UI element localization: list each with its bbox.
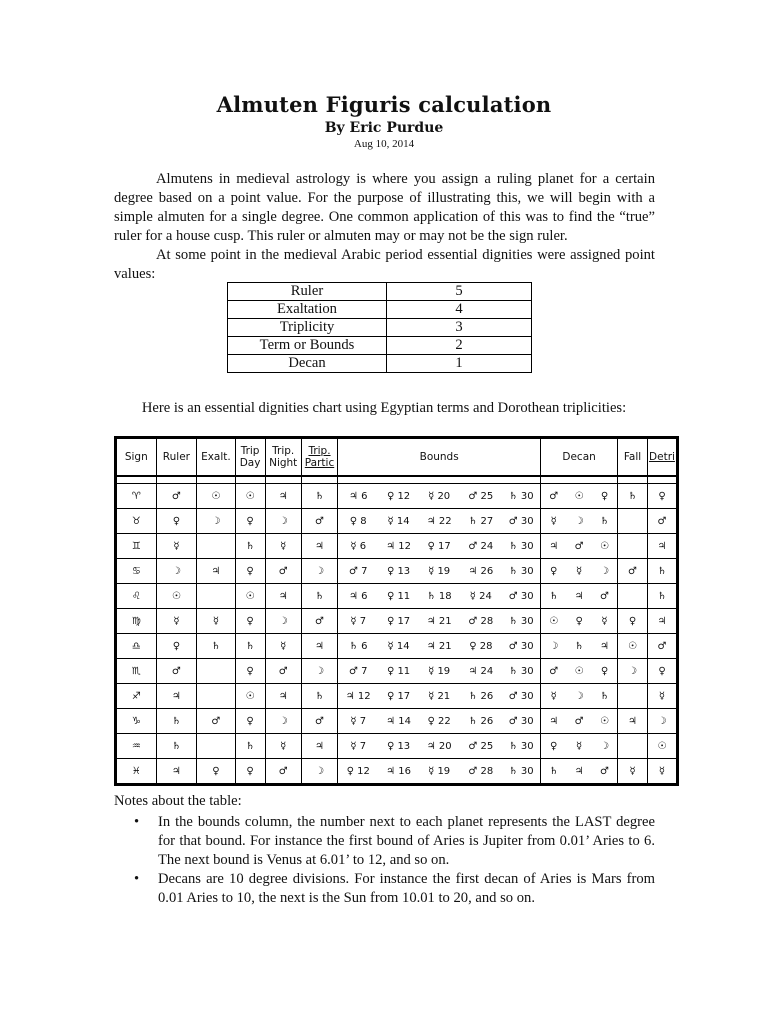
- bound-cell: ♀ 8: [338, 509, 379, 534]
- bound-cell: ♄ 26: [459, 684, 502, 709]
- bound-cell: ♃ 12: [338, 684, 379, 709]
- fall-cell: ♄: [618, 484, 648, 509]
- decan-cell: ☽: [566, 684, 592, 709]
- dignity-points: 4: [387, 301, 532, 319]
- spacer-cell: [338, 476, 379, 484]
- decan-cell: ♂: [541, 659, 567, 684]
- detriment-cell: ♀: [647, 659, 677, 684]
- bound-cell: ☿ 7: [338, 709, 379, 734]
- bound-cell: ♂ 30: [502, 709, 540, 734]
- table-row: [228, 283, 532, 301]
- bound-cell: ♃ 12: [378, 534, 419, 559]
- trip-night-cell: ☽: [265, 709, 301, 734]
- dignity-points: 1: [387, 355, 532, 373]
- trip-night-cell: ☿: [265, 634, 301, 659]
- trip-day-cell: ☉: [235, 484, 265, 509]
- fall-cell: ☉: [618, 634, 648, 659]
- trip-night-cell: ☽: [265, 509, 301, 534]
- table-row: [116, 609, 678, 634]
- bound-cell: ♀ 17: [378, 609, 419, 634]
- bound-cell: ♃ 22: [419, 509, 460, 534]
- table-row: [228, 337, 532, 355]
- table-row: [116, 634, 678, 659]
- decan-cell: ☽: [592, 559, 618, 584]
- bound-cell: ☿ 7: [338, 609, 379, 634]
- decan-cell: ☿: [541, 684, 567, 709]
- exaltation-cell: [197, 684, 235, 709]
- table-row: [116, 559, 678, 584]
- decan-cell: ♀: [541, 734, 567, 759]
- table-row: [116, 659, 678, 684]
- ruler-cell: ♀: [156, 509, 197, 534]
- table-row: [228, 301, 532, 319]
- sign-cell: ♊: [116, 534, 157, 559]
- bound-cell: ♂ 28: [459, 609, 502, 634]
- spacer-cell: [459, 476, 502, 484]
- essential-dignities-table: [114, 436, 679, 786]
- exaltation-cell: [197, 659, 235, 684]
- exaltation-cell: ♀: [197, 759, 235, 785]
- header-ruler: Ruler: [156, 438, 197, 477]
- exaltation-cell: ☽: [197, 509, 235, 534]
- detriment-cell: ♂: [647, 509, 677, 534]
- notes-heading: Notes about the table:: [114, 793, 242, 809]
- bound-cell: ♂ 25: [459, 484, 502, 509]
- spacer-cell: [419, 476, 460, 484]
- bound-cell: ♀ 22: [419, 709, 460, 734]
- ruler-cell: ♂: [156, 659, 197, 684]
- bound-cell: ♄ 30: [502, 484, 540, 509]
- detriment-cell: ☉: [647, 734, 677, 759]
- header-exalt: Exalt.: [197, 438, 235, 477]
- decan-cell: ☽: [566, 509, 592, 534]
- sign-cell: ♍: [116, 609, 157, 634]
- bound-cell: ♀ 13: [378, 734, 419, 759]
- trip-night-cell: ♃: [265, 684, 301, 709]
- decan-cell: ♂: [592, 759, 618, 785]
- trip-day-cell: ♀: [235, 609, 265, 634]
- bound-cell: ☿ 21: [419, 684, 460, 709]
- fall-cell: ♀: [618, 609, 648, 634]
- table-row: [116, 709, 678, 734]
- table-header-row: [116, 438, 678, 477]
- exaltation-cell: [197, 734, 235, 759]
- decan-cell: ♄: [566, 634, 592, 659]
- trip-partic-cell: ☽: [301, 659, 337, 684]
- bound-cell: ♀ 17: [378, 684, 419, 709]
- trip-day-cell: ♄: [235, 534, 265, 559]
- fall-cell: [618, 534, 648, 559]
- dignity-label: Triplicity: [228, 319, 387, 337]
- spacer-cell: [378, 476, 419, 484]
- spacer-cell: [618, 476, 648, 484]
- ruler-cell: ♄: [156, 709, 197, 734]
- trip-night-cell: ☿: [265, 534, 301, 559]
- dignity-points: 3: [387, 319, 532, 337]
- fall-cell: [618, 734, 648, 759]
- decan-cell: ☿: [566, 734, 592, 759]
- trip-day-cell: ☉: [235, 584, 265, 609]
- bound-cell: ♀ 13: [378, 559, 419, 584]
- bound-cell: ♃ 6: [338, 584, 379, 609]
- bound-cell: ☿ 19: [419, 559, 460, 584]
- bound-cell: ♀ 17: [419, 534, 460, 559]
- decan-cell: ☉: [541, 609, 567, 634]
- trip-day-cell: ♀: [235, 709, 265, 734]
- exaltation-cell: ♄: [197, 634, 235, 659]
- spacer-cell: [647, 476, 677, 484]
- detriment-cell: ♀: [647, 484, 677, 509]
- header-trip-day: Trip Day: [235, 438, 265, 477]
- bound-cell: ♄ 26: [459, 709, 502, 734]
- bound-cell: ♂ 24: [459, 534, 502, 559]
- sign-cell: ♐: [116, 684, 157, 709]
- decan-cell: ♄: [549, 765, 559, 777]
- exaltation-cell: ♂: [197, 709, 235, 734]
- table-row: [228, 355, 532, 373]
- spacer-cell: [197, 476, 235, 484]
- bound-cell: ☿ 19: [419, 659, 460, 684]
- trip-partic-cell: ♄: [301, 684, 337, 709]
- bound-cell: ♄ 30: [502, 659, 540, 684]
- ruler-cell: ♄: [156, 734, 197, 759]
- decan-cell: ☿: [566, 559, 592, 584]
- table-row: [116, 584, 678, 609]
- header-bounds: Bounds: [338, 438, 541, 477]
- detriment-cell: ☿: [658, 765, 666, 777]
- dignity-label: Term or Bounds: [228, 337, 387, 355]
- ruler-cell: ☽: [156, 559, 197, 584]
- bound-cell: ♂ 30: [502, 684, 540, 709]
- bound-cell: ♂ 25: [459, 734, 502, 759]
- intro-paragraph: Almutens in medieval astrology is where you assign a ruling planet for a certain degree based on a point value. For the purpose of illustrating this, we will begin with a simple almuten for a single degree. One common application of this was to find the “true” ruler for a house cusp. This ruler or almuten may or may not be the sign ruler.: [114, 171, 655, 244]
- header-decan: Decan: [541, 438, 618, 477]
- decan-cell: ☉: [566, 484, 592, 509]
- spacer-cell: [265, 476, 301, 484]
- spacer-cell: [566, 476, 592, 484]
- decan-cell: ♃: [574, 765, 584, 777]
- trip-night-cell: ♂: [265, 759, 301, 785]
- table-row: [116, 509, 678, 534]
- sign-cell: ♌: [116, 584, 157, 609]
- header-detriment: Detri: [647, 438, 677, 477]
- sign-cell: ♉: [116, 509, 157, 534]
- decan-cell: ♂: [592, 584, 618, 609]
- ruler-cell: ♃: [156, 759, 197, 785]
- bound-cell: ♃ 21: [419, 634, 460, 659]
- decan-cell: ♄: [592, 684, 618, 709]
- decan-cell: ♃: [541, 709, 567, 734]
- trip-partic-cell: ♂: [301, 509, 337, 534]
- dignity-label: Decan: [228, 355, 387, 373]
- bound-cell: ♄ 27: [459, 509, 502, 534]
- ruler-cell: ♂: [156, 484, 197, 509]
- table-row: [116, 759, 678, 785]
- bound-cell: ♃ 6: [338, 484, 379, 509]
- fall-cell: ☽: [618, 659, 648, 684]
- bound-cell: ♄ 30: [502, 559, 540, 584]
- bound-cell: ♄ 18: [419, 584, 460, 609]
- spacer-cell: [502, 476, 540, 484]
- bound-cell: ♀ 11: [378, 584, 419, 609]
- bound-cell: ♃ 26: [459, 559, 502, 584]
- ruler-cell: ♀: [156, 634, 197, 659]
- dignity-label: Exaltation: [228, 301, 387, 319]
- sign-cell: ♑: [116, 709, 157, 734]
- document-date: Aug 10, 2014: [353, 138, 415, 150]
- note-text: In the bounds column, the number next to each planet represents the LAST degree for that bound. For instance the first bound of Aries is Jupiter from 0.01’ Aries to 6. The next bound is Venus at 6.01’ to 12, and so on.: [158, 814, 655, 868]
- spacer-cell: [156, 476, 197, 484]
- spacer-cell: [541, 476, 567, 484]
- dignity-points: 2: [387, 337, 532, 355]
- decan-cell: ♂: [541, 484, 567, 509]
- table-row: [116, 684, 678, 709]
- trip-partic-cell: ♃: [301, 734, 337, 759]
- decan-cell: ♄: [541, 584, 567, 609]
- trip-day-cell: ♀: [235, 509, 265, 534]
- trip-partic-cell: ♄: [301, 484, 337, 509]
- decan-cell: ♀: [592, 659, 618, 684]
- decan-cell: ♂: [566, 534, 592, 559]
- bound-cell: ♃ 16: [386, 765, 411, 777]
- trip-partic-cell: ♂: [301, 709, 337, 734]
- bound-cell: ♂ 28: [468, 765, 494, 777]
- ruler-cell: ☿: [156, 534, 197, 559]
- detriment-cell: ♂: [647, 634, 677, 659]
- bound-cell: ♄ 30: [502, 609, 540, 634]
- detriment-cell: ♃: [647, 534, 677, 559]
- trip-partic-cell: ☽: [301, 759, 337, 785]
- bound-cell: ♄ 30: [502, 734, 540, 759]
- trip-day-cell: ♀: [235, 659, 265, 684]
- trip-day-cell: ♀: [235, 559, 265, 584]
- decan-cell: ☽: [541, 634, 567, 659]
- ruler-cell: ☉: [156, 584, 197, 609]
- dignity-points: 5: [387, 283, 532, 301]
- bound-cell: ☿ 14: [378, 634, 419, 659]
- exaltation-cell: ♃: [197, 559, 235, 584]
- decan-cell: ☉: [592, 534, 618, 559]
- bound-cell: ♀ 11: [378, 659, 419, 684]
- bound-cell: ♂ 30: [502, 509, 540, 534]
- header-trip-night: Trip. Night: [265, 438, 301, 477]
- bound-cell: ☿ 6: [338, 534, 379, 559]
- trip-night-cell: ♂: [265, 659, 301, 684]
- bullet-icon: •: [134, 871, 140, 887]
- trip-day-cell: ♀: [235, 759, 265, 785]
- fall-cell: [618, 584, 648, 609]
- list-item: [114, 870, 655, 908]
- bound-cell: ☿ 24: [459, 584, 502, 609]
- trip-partic-cell: ♃: [301, 534, 337, 559]
- bound-cell: ♃ 20: [419, 734, 460, 759]
- trip-day-cell: ♄: [235, 734, 265, 759]
- trip-partic-cell: ♃: [301, 634, 337, 659]
- fall-cell: [618, 509, 648, 534]
- bound-cell: ☿ 19: [428, 765, 451, 777]
- decan-cell: ☉: [592, 709, 618, 734]
- bound-cell: ♄ 30: [502, 759, 540, 785]
- header-sign: Sign: [116, 438, 157, 477]
- decan-cell: ♃: [592, 634, 618, 659]
- trip-night-cell: ♃: [265, 584, 301, 609]
- fall-cell: ☿: [618, 759, 648, 785]
- list-item: [114, 813, 655, 870]
- sign-cell: ♈: [116, 484, 157, 509]
- sign-cell: ♓: [116, 759, 157, 785]
- spacer-cell: [235, 476, 265, 484]
- spacer-cell: [301, 476, 337, 484]
- dignity-label: Ruler: [228, 283, 387, 301]
- bound-cell: ☿ 14: [378, 509, 419, 534]
- decan-cell: ♃: [541, 534, 567, 559]
- table-spacer-row: [116, 476, 678, 484]
- bound-cell: ♃ 14: [378, 709, 419, 734]
- detriment-cell: ☽: [647, 709, 677, 734]
- bound-cell: ♂ 7: [338, 659, 379, 684]
- notes-list: [114, 813, 655, 908]
- exaltation-cell: ☿: [197, 609, 235, 634]
- trip-day-cell: ☉: [235, 684, 265, 709]
- decan-cell: ☿: [541, 509, 567, 534]
- bound-cell: ♂ 30: [502, 634, 540, 659]
- document-author: By Eric Purdue: [324, 120, 444, 136]
- header-fall: Fall: [618, 438, 648, 477]
- header-trip-partic: Trip. Partic: [301, 438, 337, 477]
- decan-cell: ☉: [566, 659, 592, 684]
- spacer-cell: [116, 476, 157, 484]
- exaltation-cell: [197, 534, 235, 559]
- spacer-cell: [592, 476, 618, 484]
- bound-cell: ♀ 28: [459, 634, 502, 659]
- trip-day-cell: ♄: [235, 634, 265, 659]
- trip-partic-cell: ♂: [301, 609, 337, 634]
- decan-cell: ♂: [566, 709, 592, 734]
- sign-cell: ♋: [116, 559, 157, 584]
- table-row: [116, 484, 678, 509]
- bound-cell: ♄ 6: [338, 634, 379, 659]
- table-row: [116, 534, 678, 559]
- table-row: [228, 319, 532, 337]
- decan-cell: ♄: [592, 509, 618, 534]
- document-title: Almuten Figuris calculation: [216, 92, 552, 117]
- decan-cell: ♀: [592, 484, 618, 509]
- detriment-cell: ♄: [647, 584, 677, 609]
- bound-cell: ♄ 30: [502, 534, 540, 559]
- ruler-cell: ♃: [156, 684, 197, 709]
- decan-cell: ♃: [566, 584, 592, 609]
- bound-cell: ☿ 20: [419, 484, 460, 509]
- trip-night-cell: ♂: [265, 559, 301, 584]
- detriment-cell: ♃: [647, 609, 677, 634]
- bound-cell: ♃ 24: [459, 659, 502, 684]
- trip-partic-cell: ♄: [301, 584, 337, 609]
- decan-cell: ♀: [541, 559, 567, 584]
- ruler-cell: ☿: [156, 609, 197, 634]
- fall-cell: ♃: [618, 709, 648, 734]
- bound-cell: ♂ 7: [338, 559, 379, 584]
- table-row: [116, 734, 678, 759]
- detriment-cell: ♄: [647, 559, 677, 584]
- bound-cell: ☿ 7: [338, 734, 379, 759]
- fall-cell: ♂: [618, 559, 648, 584]
- bullet-icon: •: [134, 814, 140, 830]
- trip-night-cell: ♃: [265, 484, 301, 509]
- sign-cell: ♏: [116, 659, 157, 684]
- trip-night-cell: ☽: [265, 609, 301, 634]
- point-values-paragraph: At some point in the medieval Arabic period essential dignities were assigned point values:: [114, 247, 655, 282]
- point-values-table: [227, 282, 532, 373]
- decan-cell: ♀: [566, 609, 592, 634]
- fall-cell: [618, 684, 648, 709]
- decan-cell: ☿: [592, 609, 618, 634]
- detriment-cell: ☿: [647, 684, 677, 709]
- trip-partic-cell: ☽: [301, 559, 337, 584]
- decan-cell: ☽: [592, 734, 618, 759]
- sign-cell: ♒: [116, 734, 157, 759]
- exaltation-cell: [197, 584, 235, 609]
- note-text: Decans are 10 degree divisions. For instance the first decan of Aries is Mars from 0.01 Aries to 10, the next is the Sun from 10.01 to 20, and so on.: [158, 871, 655, 906]
- exaltation-cell: ☉: [197, 484, 235, 509]
- chart-intro-text: Here is an essential dignities chart using Egyptian terms and Dorothean triplicities:: [141, 400, 627, 416]
- bound-cell: ♂ 30: [502, 584, 540, 609]
- bound-cell: ♀ 12: [378, 484, 419, 509]
- bound-cell: ♀ 12: [346, 765, 370, 777]
- sign-cell: ♎: [116, 634, 157, 659]
- trip-night-cell: ☿: [265, 734, 301, 759]
- bound-cell: ♃ 21: [419, 609, 460, 634]
